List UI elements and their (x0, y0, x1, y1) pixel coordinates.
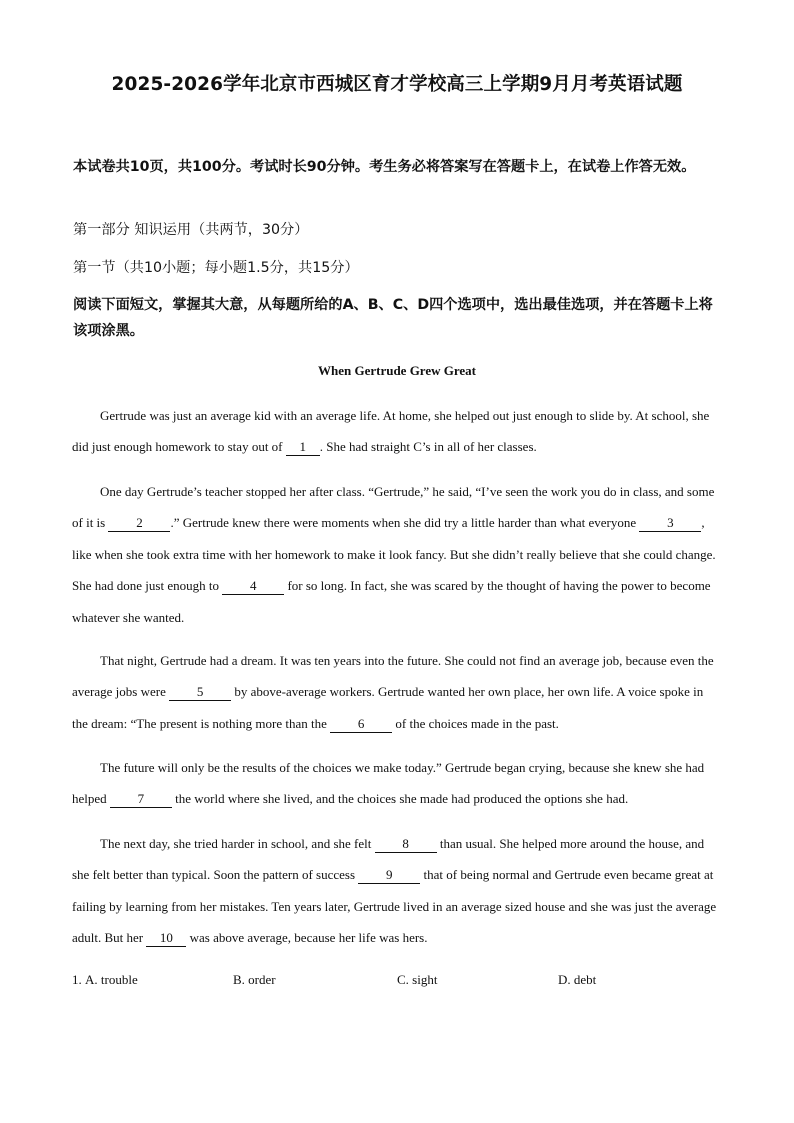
paragraph-4 (72, 752, 722, 815)
question-number: 1. (72, 972, 82, 987)
paragraph-1 (72, 400, 722, 463)
text: That night, Gertrude had a dream. It was ten years into the future. She could not find an average job, because even the average jobs were (72, 653, 714, 700)
paragraph-2 (72, 476, 722, 633)
text: of the choices made in the past. (392, 715, 559, 731)
option-a[interactable]: A. trouble (85, 972, 138, 987)
blank-5: 5 (169, 685, 231, 701)
text: Gertrude was just an average kid with an average life. At home, she helped out just enough to slide by. At school, she did just enough homework to stay out of (72, 408, 710, 455)
blank-1: 1 (286, 440, 320, 456)
text: for so long. In fact, she was scared by the thought of having the power to become whatever she wanted. (72, 578, 711, 625)
text: .” Gertrude knew there were moments when she did try a little harder than what everyone (170, 515, 640, 531)
text: the world where she lived, and the choices she made had produced the options she had. (171, 791, 629, 807)
option-b[interactable]: B. order (233, 972, 276, 987)
text: One day Gertrude’s teacher stopped her after class. “Gertrude,” he said, “I’ve seen the work you do in class, and some of it is (72, 484, 715, 531)
text: was above average, because her life was hers. (186, 930, 428, 946)
text: than usual. She helped more around the house, and she felt better than typical. Soon the pattern of success (72, 836, 705, 883)
paragraph-5 (72, 828, 722, 954)
question-1-options (72, 972, 722, 992)
blank-8: 8 (375, 837, 437, 853)
blank-6: 6 (330, 717, 392, 733)
part-heading: 第一部分 知识运用（共两节，30分） (73, 222, 309, 238)
paragraph-3 (72, 645, 722, 739)
section-heading: 第一节（共10小题；每小题1.5分，共15分） (73, 260, 359, 276)
page-title: 2025-2026学年北京市西城区育才学校高三上学期9月月考英语试题 (111, 74, 683, 95)
blank-2: 2 (108, 516, 170, 532)
reading-instructions: 阅读下面短文，掌握其大意，从每题所给的A、B、C、D四个选项中，选出最佳选项，并在答题卡上将该项涂黑。 (73, 297, 713, 339)
blank-9: 9 (358, 868, 420, 884)
blank-3: 3 (639, 516, 701, 532)
blank-4: 4 (222, 579, 284, 595)
blank-7: 7 (110, 792, 172, 808)
text: by above-average workers. Gertrude wanted her own place, her own life. A voice spoke in the dream: “The present is nothing more than the (72, 684, 704, 731)
text: that of being normal and Gertrude even became great at failing by learning from her mistakes. Ten years later, Gertrude lived in an average sized house and she was just the average adult. But her (72, 867, 717, 946)
text: , like when she took extra time with her homework to make it look fancy. But she didn’t really believe that she could change. She had done just enough to (72, 515, 716, 594)
option-d[interactable]: D. debt (558, 972, 597, 987)
article-title: When Gertrude Grew Great (317, 363, 476, 378)
text: The future will only be the results of the choices we make today.” Gertrude began crying, because she knew she had helped (72, 760, 705, 807)
exam-intro: 本试卷共10页，共100分。考试时长90分钟。考生务必将答案写在答题卡上，在试卷上作答无效。 (73, 159, 696, 175)
text: . She had straight C’s in all of her classes. (319, 439, 537, 455)
option-c[interactable]: C. sight (397, 972, 438, 987)
blank-10: 10 (146, 931, 186, 947)
text: The next day, she tried harder in school, and she felt (100, 836, 375, 851)
